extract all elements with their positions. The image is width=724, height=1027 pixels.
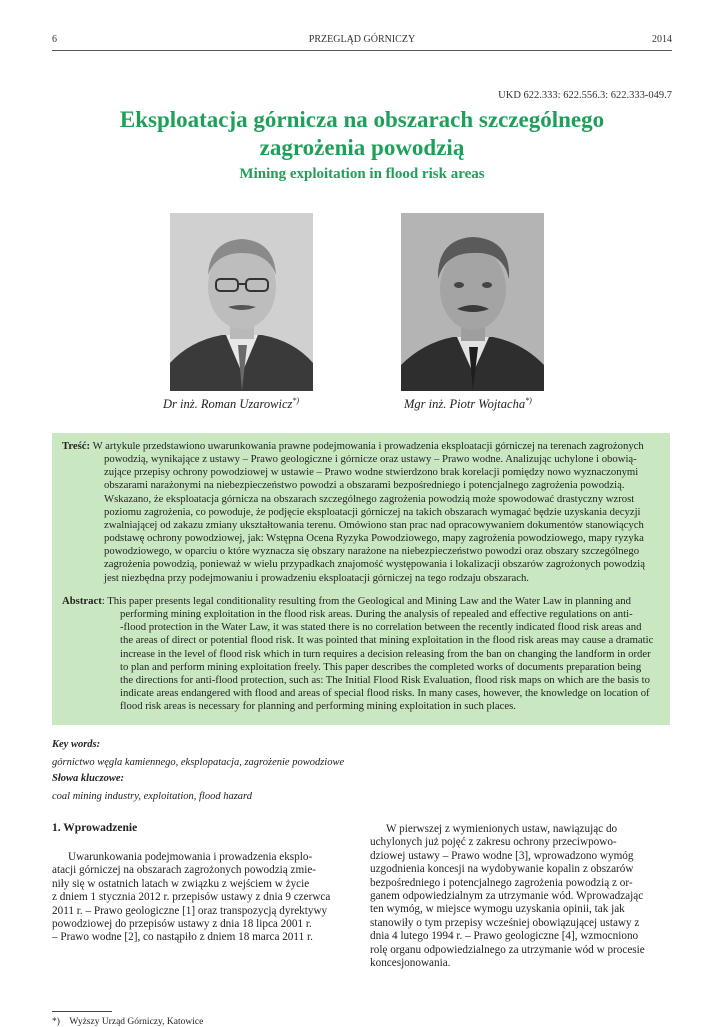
left-col-line-4: 2011 r. – Prawo geologiczne [1] oraz transpozycją dyrektywy xyxy=(52,904,328,917)
abstract-pl-line-6: zwalniającej od zakazu zmiany ukształtowania terenu. Omówiono stan prac nad opracowywaniem dokumentów stanowiących xyxy=(104,518,644,531)
page-number: 6 xyxy=(52,34,57,45)
footnote-rule xyxy=(52,1011,112,1012)
author-name-1: Dr inż. Roman Uzarowicz xyxy=(163,397,293,412)
right-col-line-3: uzgodnienia koncesji na wydobywanie kopalin z obszarów xyxy=(370,863,634,876)
header-rule xyxy=(52,50,672,51)
abstract-en-line-4: increase in the level of flood risk which in turn requires a decision releasing from the ban on changing the landform in order xyxy=(120,647,651,660)
abstract-en-line-8: flood risk areas is necessary for planning and performing mining exploitation in such places. xyxy=(120,700,516,713)
section-heading: 1. Wprowadzenie xyxy=(52,822,138,834)
abstract-pl-line-2: zujące przepisy ochrony powodziowej w ustawie – Prawo wodne stwierdzono brak korelacji pomiędzy nowo wyznaczonymi xyxy=(104,466,639,479)
article-title-pl xyxy=(52,106,672,162)
abstract-en-sep: : xyxy=(101,595,108,607)
abstract-en-line-5: to plan and perform mining exploitation freely. This paper describes the completed works of documents preparation being xyxy=(120,660,642,673)
left-col-line-6: – Prawo wodne [2], co nastąpiło z dniem 18 marca 2011 r. xyxy=(52,931,313,944)
right-col-line-5: ganem odpowiedzialnym za utrzymanie wód. Wprowadzając xyxy=(370,890,644,903)
title-pl-line-2: zagrożenia powodzią xyxy=(259,135,465,160)
abstract-pl xyxy=(62,440,660,585)
right-col-line-4: bezpośredniego i potencjalnego zagrożenia powodzią z or- xyxy=(370,876,633,889)
right-column xyxy=(370,823,672,970)
abstract-box xyxy=(52,433,670,725)
author-photo-wojtacha xyxy=(401,213,544,391)
right-col-line-6: ten wymóg, w miejsce wymogu uzyskania opinii, tak jak xyxy=(370,903,625,916)
author-caption-1 xyxy=(163,396,299,412)
author-caption-2 xyxy=(404,396,532,412)
left-col-line-3: z dniem 1 stycznia 2012 r. przepisów ustawy z dnia 9 czerwca xyxy=(52,891,331,904)
right-col-line-7: stanowiły o tym przepisy wcześniej obowiązującej ustawy z xyxy=(370,916,640,929)
author-photo-uzarowicz xyxy=(170,213,313,391)
article-title-en: Mining exploitation in flood risk areas xyxy=(239,166,485,182)
abstract-en-line-1: performing mining exploitation in the flood risk areas. During the analysis of repealed and effective regulations on anti- xyxy=(120,608,633,621)
left-col-line-5: powodziowej do przepisów ustawy z dnia 18 lipca 2001 r. xyxy=(52,918,312,931)
title-pl-line-1: Eksploatacja górnicza na obszarach szczególnego xyxy=(119,107,605,132)
abstract-pl-line-1: powodzią, wynikające z ustawy – Prawo geologiczne i górnicze oraz ustawy – Prawo wodne. Analizując uchylone i obowią- xyxy=(104,453,637,466)
abstract-pl-line-10: jest niezbędna przy podejmowaniu i prowadzeniu eksploatacji górniczej na tego rodzaju obszarach. xyxy=(104,571,529,584)
footnote xyxy=(52,1017,203,1027)
abstract-en xyxy=(62,595,660,713)
abstract-en-line-6: the directions for anti-flood protection, such as: The Initial Flood Risk Evaluation, flood risk maps on which are the basis to xyxy=(120,673,650,686)
portrait-2-graphic xyxy=(401,213,544,391)
right-col-line-9: rolę organu odpowiedzialnego za utrzymanie wód w procesie xyxy=(370,943,645,956)
keywords-text: górnictwo węgla kamiennego, eksplopatacja, zagrożenie powodziowe xyxy=(52,757,345,768)
journal-name: PRZEGLĄD GÓRNICZY xyxy=(308,34,416,45)
abstract-pl-line-5: poziomu zagrożenia, co powoduje, że podjęcie eksploatacji górniczej na takich obszarach wymagać będzie uzyskania decyzji xyxy=(104,505,641,518)
abstract-pl-line-8: powodziowego, w oparciu o które wyznacza się obszary narażone na niebezpieczeństwo powodzi oraz obszary szczególnego xyxy=(104,545,640,558)
abstract-pl-line-4: Wskazano, że eksploatacja górnicza na obszarach szczególnego zagrożenia powodzią może spowodować drastyczny wzrost xyxy=(104,492,635,505)
keywords-label: Key words: xyxy=(52,739,101,750)
abstract-en-line-7: indicate areas endangered with flood and areas of special flood risks. In many cases, however, the knowledge on location of xyxy=(120,687,650,700)
abstract-pl-label: Treść: xyxy=(62,440,91,452)
right-col-line-2: dziowej ustawy – Prawo wodne [3], wprowadzono wymóg xyxy=(370,849,634,862)
right-col-line-10: koncesjonowania. xyxy=(370,957,451,970)
abstract-en-line-0: This paper presents legal conditionality resulting from the Geological and Mining Law and the Water Law in planning and xyxy=(107,595,631,607)
portrait-1-graphic xyxy=(170,213,313,391)
footnote-text: Wyższy Urząd Górniczy, Katowice xyxy=(69,1017,204,1027)
keywords-pl-text: coal mining industry, exploitation, flood hazard xyxy=(52,791,252,802)
ukd-classification: UKD 622.333: 622.556.3: 622.333-049.7 xyxy=(498,90,672,101)
left-column xyxy=(52,851,352,945)
left-col-line-1: atacji górniczej na obszarach zagrożonych powodzią zmie- xyxy=(52,864,317,877)
left-col-line-0: Uwarunkowania podejmowania i prowadzenia eksplo- xyxy=(68,851,313,863)
abstract-pl-line-3: obszarami narażonymi na niebezpieczeństwo powodzi a obszarami bezpośredniego i potencjalnego zagrożenia powodzią. xyxy=(104,479,625,492)
right-col-line-1: uchylonych już pojęć z zakresu ochrony przeciwpowo- xyxy=(370,836,617,849)
footnote-mark: *) xyxy=(52,1017,60,1027)
abstract-pl-line-0: W artykule przedstawiono uwarunkowania prawne podejmowania i prowadzenia eksploatacji górniczej na terenach zagrożonych xyxy=(92,440,644,452)
left-col-line-2: niły się w ostatnich latach w związku z wejściem w życie xyxy=(52,877,310,890)
abstract-en-label: Abstract xyxy=(62,595,102,607)
right-col-line-8: dnia 4 lutego 1994 r. – Prawo geologiczne [4], wzmocniono xyxy=(370,930,639,943)
right-col-line-0: W pierwszej z wymienionych ustaw, nawiązując do xyxy=(386,823,618,835)
abstract-en-line-2: -flood protection in the Water Law, it was stated there is no correlation between the recently indicated flood risk areas and xyxy=(120,621,642,634)
author-mark-2: *) xyxy=(525,396,532,405)
author-name-2: Mgr inż. Piotr Wojtacha xyxy=(404,397,526,412)
abstract-pl-line-9: zagrożenia powodzią, ponieważ w wielu przypadkach znajomość występowania i lokalizacji obszarów zagrożonych powodzią xyxy=(104,558,645,571)
abstract-en-line-3: the areas of direct or potential flood risk. It was pointed that mining exploitation in the flood risk areas may cause a dramatic xyxy=(120,634,654,647)
issue-year: 2014 xyxy=(652,34,672,45)
keywords-pl-label: Słowa kluczowe: xyxy=(52,773,125,784)
author-mark-1: *) xyxy=(292,396,300,405)
abstract-pl-line xyxy=(62,440,660,453)
abstract-en-line xyxy=(62,595,660,608)
abstract-pl-line-7: podstawę ochrony powodziowej, jak: Wstępna Ocena Ryzyka Powodziowego, mapy zagrożenia powodziowego, mapy ryzyka xyxy=(104,532,644,545)
